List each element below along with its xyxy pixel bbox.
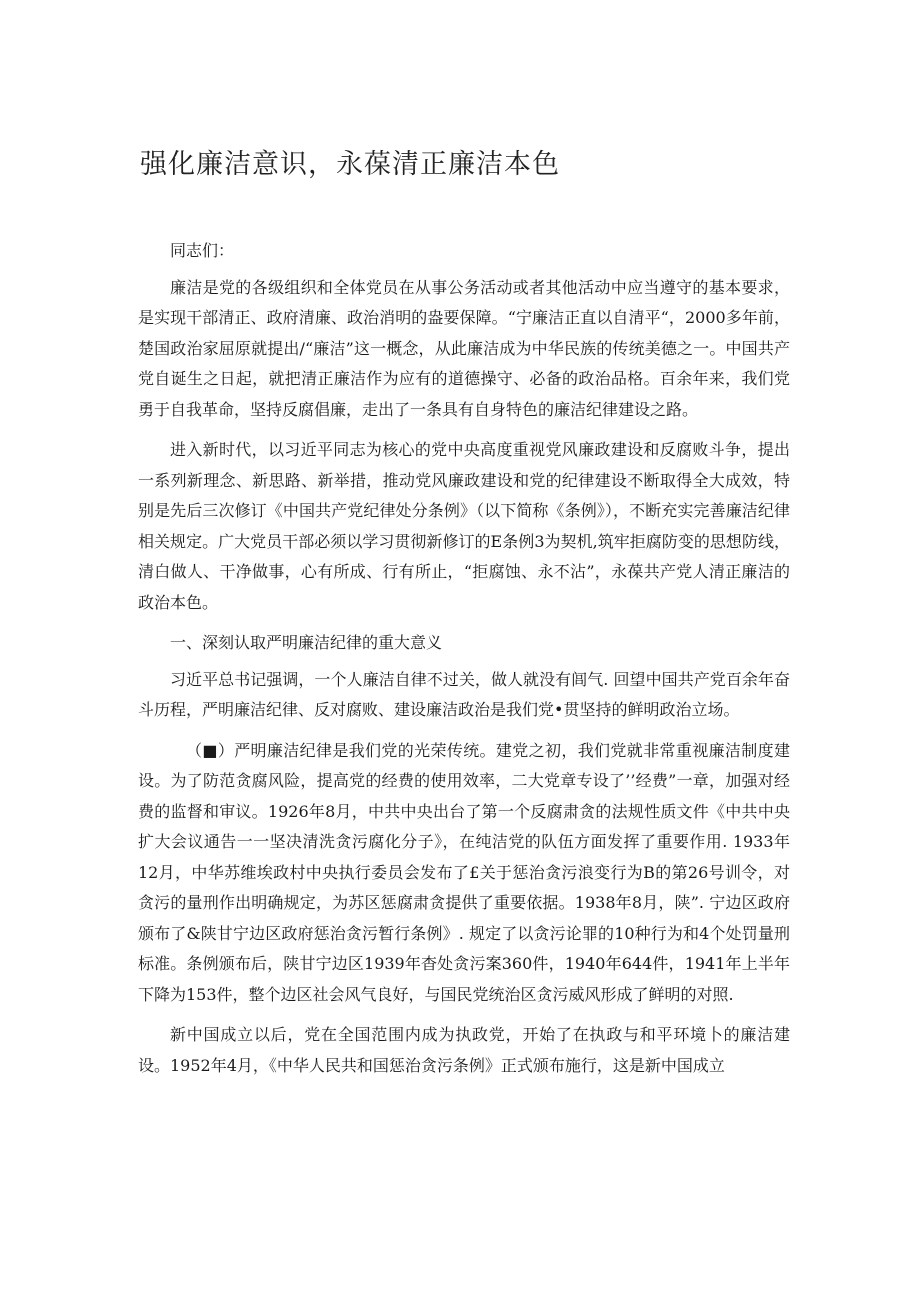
- document-title: 强化廉洁意识，永葆清正廉洁本色: [140, 149, 560, 180]
- document-body: [138, 236, 790, 1091]
- new-era-paragraph: 进入新时代，以习近平同志为核心的党中央高度重视党风廉政建设和反腐败斗争，提出一系列新理念、新思路、新举措，推动党风廉政建设和党的纪律建设不断取得全大成效，特别是先后三次修订《中国共产党纪律处分条例》（以下简称《条例》），不断充实完善廉洁纪律相关规定。广大党员干部必须以学习贯彻新修订的E条例3为契机,筑牢拒腐防变的思想防线，清白做人、干净做事，心有所成、行有所止，“拒腐蚀、永不沾”，永葆共产党人清正廉洁的政治本色。: [138, 440, 790, 612]
- intro-paragraph: 廉洁是党的各级组织和全体党员在从事公务活动或者其他活动中应当遵守的基本要求，是实现干部清正、政府清廉、政治消明的盎要保障。“宁廉洁正直以自清平“，2000多年前，楚国政治家屈原就提出/“廉洁”这一概念，从此廉洁成为中华民族的传统美德之一。中国共产党自诞生之日起，就把清正廉洁作为应有的道德操守、必备的政治品格。百余年来，我们党勇于自我革命，坚持反腐倡廉，走出了一条具有自身特色的廉洁纪律建设之路。: [138, 277, 790, 419]
- section-paragraph: 习近平总书记强调，一个人廉洁自律不过关，做人就没有闾气. 回望中国共产党百余年奋斗历程，严明廉洁纪律、反对腐败、建设廉洁政治是我们党•贯坚持的鲜明政治立场。: [138, 669, 790, 719]
- section-heading: 一、深刻认取严明廉洁纪律的重大意义: [170, 633, 443, 652]
- salutation: 同志们：: [170, 241, 235, 260]
- closing-paragraph: 新中国成立以后，党在全国范围内成为执政党，开始了在执政与和平环境卜的廉洁建设。1952年4月，《中华人民共和国惩治贪污条例》正式颁布施行，这是新中国成立: [138, 1025, 790, 1075]
- subsection-paragraph: （■）严明廉洁纪律是我们党的光荣传统。建党之初，我们党就非常重视廉洁制度建设。为了防范贪腐风险，提高党的经费的使用效率，二大党章专设了’’经费”一章，加强对经费的监督和审议。1926年8月，中共中央出台了第一个反腐肃贪的法规性质文件《中共中央扩大会议通告一一坚决清洗贪污腐化分子》，在纯洁党的队伍方面发挥了重要作用. 1933年12月，中华苏维埃政村中央执行委员会发布了£关于惩治贪污浪变行为B的第26号训令，对贪污的量刑作出明确规定，为苏区惩腐肃贪提供了重要依据。1938年8月，陕”. 宁边区政府颁布了&陕甘宁边区政府惩治贪污暂行条例》. 规定了以贪污论罪的10种行为和4个处罚量刑标准。条例颁布后，陕甘宁边区1939年杳处贪污案360件，1940年644件，1941年上半年下降为153件，整个边区社会风气良好，与国民党统治区贪污威风形成了鲜明的对照.: [138, 740, 790, 1004]
